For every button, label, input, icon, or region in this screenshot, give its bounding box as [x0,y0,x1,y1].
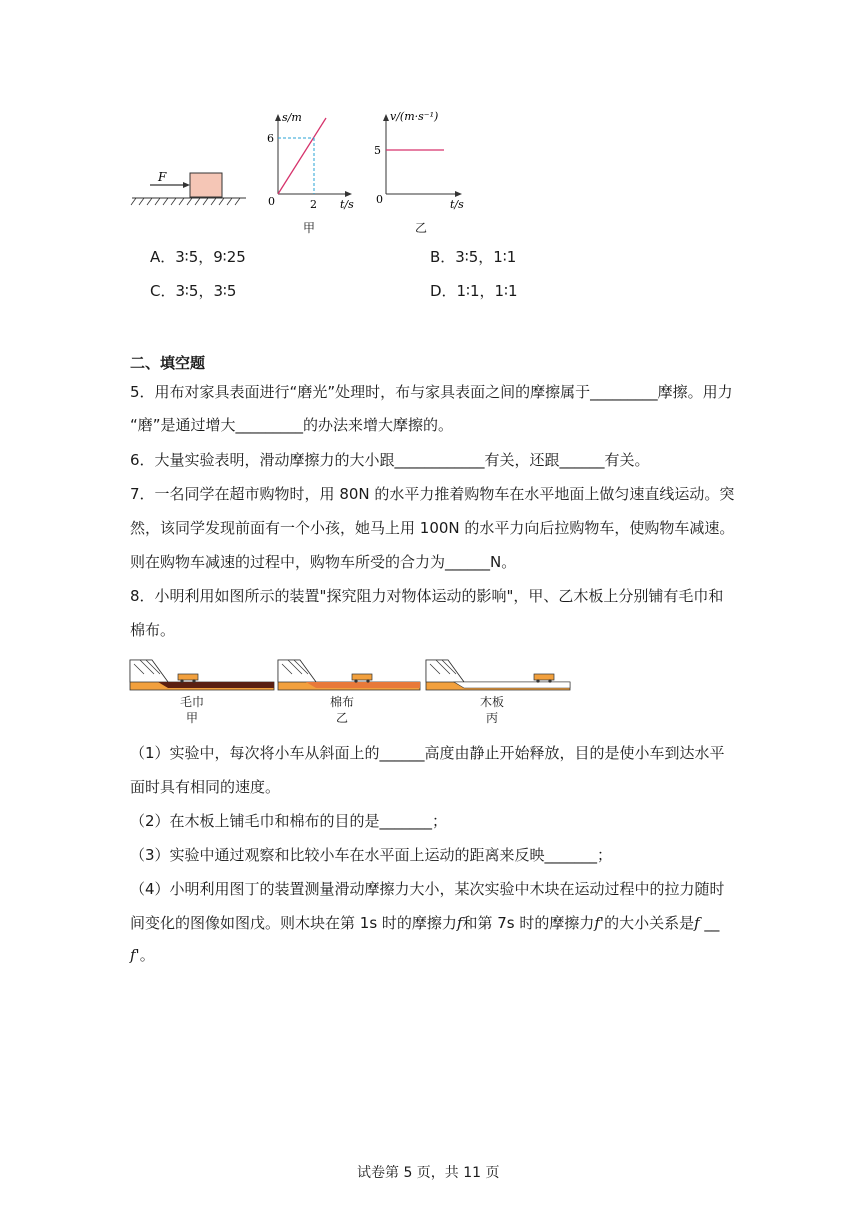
q6-line1: 6．大量实验表明，滑动摩擦力的大小跟____________有关，还跟______有关。 [130,451,650,469]
ramp-wood [426,660,570,690]
q8-sub4-text-a: 间变化的图像如图戊。则木块在第 1s 时的摩擦力 [130,914,457,932]
q8-sub4-text-c: 的大小关系是 [604,914,695,932]
origin-label: 0 [376,193,383,206]
y-tick-label: 5 [374,144,381,157]
ramp-2-name: 乙 [336,711,349,725]
q8-sub4-line2 [130,913,719,933]
q8-sub1-line2: 面时具有相同的速度。 [130,778,281,796]
ramp-1-name: 甲 [186,711,199,725]
page-footer: 试卷第 5 页，共 11 页 [357,1165,500,1181]
q8-line1: 8．小明利用如图所示的装置"探究阻力对物体运动的影响"，甲、乙木板上分别铺有毛巾和 [130,587,724,605]
y-axis-label: v/(m·s⁻¹) [390,110,439,123]
ground-hatching [131,198,240,205]
s-t-line [278,118,326,194]
graph-yi-caption: 乙 [415,221,428,235]
y-axis-arrow [275,114,281,121]
q8-sub4-text-b: 和第 7s 时的摩擦力 [462,914,595,932]
q8-sub4-f2: f' [594,914,605,932]
block [190,173,222,197]
origin-label: 0 [268,195,275,208]
cart [352,674,372,680]
graph-jia-caption: 甲 [303,221,316,235]
cart [534,674,554,680]
option-c[interactable]: C．3∶5，3∶5 [150,282,237,300]
option-a[interactable]: A．3∶5，9∶25 [150,248,246,266]
q8-sub1-line1: （1）实验中，每次将小车从斜面上的______高度由静止开始释放，目的是使小车到达水平 [130,744,725,762]
q8-sub4-line3-f: f' [130,946,140,964]
ramp-1-material: 毛巾 [180,695,205,709]
x-axis-label: t/s [450,198,464,211]
block-force-figure [128,165,250,215]
force-label: F [158,170,167,184]
ramp-3-material: 木板 [480,695,505,709]
q5-line2: “磨”是通过增大_________的办法来增大摩擦的。 [130,416,454,434]
q8-sub4-line3 [130,945,155,965]
q8-sub4-f: f [456,914,463,932]
ramp-2-material: 棉布 [330,695,355,709]
ramp-3-name: 丙 [486,711,499,725]
option-d[interactable]: D．1∶1，1∶1 [430,282,518,300]
q8-sub4-line3-end: 。 [139,946,155,964]
q7-line1: 7．一名同学在超市购物时，用 80N 的水平力推着购物车在水平地面上做匀速直线运动。突 [130,485,735,503]
force-arrow-head [183,182,190,188]
x-axis-arrow [345,191,352,197]
y-axis-arrow [383,114,389,121]
x-tick-label: 2 [310,198,317,211]
graph-jia-s-t [262,108,362,218]
option-b[interactable]: B．3∶5，1∶1 [430,248,517,266]
q7-line3: 则在购物车减速的过程中，购物车所受的合力为______N。 [130,553,517,571]
cart [178,674,198,680]
x-axis-arrow [455,191,462,197]
section-title: 二、填空题 [130,354,206,372]
y-axis-label: s/m [282,111,302,124]
ramp-cotton [278,660,420,690]
q8-sub4-f3: f [694,914,700,932]
q8-line2: 棉布。 [130,621,176,639]
q8-sub2: （2）在木板上铺毛巾和棉布的目的是_______； [130,812,448,830]
graph-yi-v-t [370,108,480,218]
q8-sub4-line1: （4）小明利用图丁的装置测量滑动摩擦力大小，某次实验中木块在运动过程中的拉力随时 [130,880,725,898]
x-axis-label: t/s [340,198,354,211]
ramp-towel [130,660,274,690]
q8-sub3: （3）实验中通过观察和比较小车在水平面上运动的距离来反映_______； [130,846,613,864]
q5-line1: 5．用布对家具表面进行“磨光”处理时，布与家具表面之间的摩擦属于_________摩擦。用力 [130,383,733,401]
y-tick-label: 6 [267,132,274,145]
q8-sub4-blank: __ [699,914,720,932]
q7-line2: 然，该同学发现前面有一个小孩，她马上用 100N 的水平力向后拉购物车，使购物车减速。 [130,519,735,537]
